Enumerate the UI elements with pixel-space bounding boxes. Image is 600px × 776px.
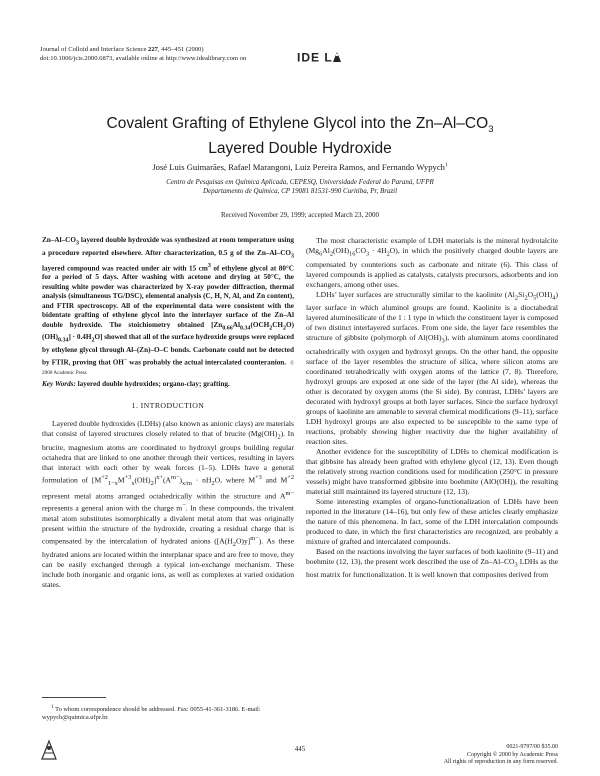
footnote-divider [42,697,106,698]
authors: José Luis Guimarães, Rafael Marangoni, Luiz Pereira Ramos, and Fernando Wypych$^1$ [152,162,448,172]
body-paragraph: The most characteristic example of LDH materials is the mineral hydrotalcite $(Mg_6Al_2(OH)_{16}CO_3 \cdot 4H_2O)$, in which the positively charged double layers are compensated by counterions such as carbonate and nitrate (6). This class of layered compounds is applied as catalysts, catalysts precursors, adsorbents and ion exchangers, among other uses. [306,236,558,289]
journal-citation: Journal of Colloid and Interface Science 227, 445–451 (2000) [40,46,204,53]
copyright-footer: 0021-9797/00 $35.00 Copyright © 2000 by Academic Press All rights of reproduction in any form reserved. [443,744,558,766]
affiliation: Centro de Pesquisas em Química Aplicada, CEPESQ, Universidade Federal do Paraná, UFPR Departamento de Química, CP 19081 81531-990 Curitiba, Pr, Brazil [166,178,434,195]
left-column [42,236,294,590]
body-paragraph: LDHs’ layer surfaces are structurally similar to the kaolinite $(Al_2Si_2O_5(OH)_4)$ layer surface in which aluminol groups are found. Kaolinite is a dioctahedral layered aluminosilicate of the 1 : 1 type in which the constituent layer is composed of two distinct interlayered surfaces. From one side, the layer face resembles the structure of gibbsite (polymorph of $Al(OH)_3$), with aluminum atoms coordinated octahedrically with oxygen and hydroxyl groups. On the other hand, the opposite surface of the layer resembles the structure of silica, where silicon atoms are coordinated tetrahedrically with oxygen atoms of the lattice (7, 8). Therefore, hydroxyl groups are exposed at one side of the layer (the Al side), whereas the other is decorated by oxygen atoms (the Si side). By contrast, LDHs’ layers are decorated with hydroxyl groups at both layer surfaces. Since the surface hydroxyl groups of kaolinite are amenable to several chemical modifications (9–11), surface LDH hydroxyl groups are also expected to be susceptible to the same type of reactions, probably showing higher reactivity due the higher availability of reaction sites. [306,289,558,446]
page-number: 445 [294,745,306,753]
body-paragraph: Based on the reactions involving the layer surfaces of both kaolinite (9–11) and boehmite (12, 13), the present work described the use of $Zn-Al-CO_3$ LDHs as the host matrix for functionalization. It is well known that composites derived from [306,546,558,580]
title-line-2: Layered Double Hydroxide [208,140,392,158]
intro-paragraph: Layered double hydroxides (LDHs) (also known as anionic clays) are materials that consist of layered structures closely related to that of brucite $(Mg(OH)_2)$. In brucite, magnesium atoms are coordinated to hydroxyl groups building regular octahedra that are linked to one another through their vertices, resulting in layers that interact with each other by weak forces (1–5). LDHs have a general formulation of $[M^{+2}_{1-x}M^{+3}_x(OH)_2]^{x+}(A^{m-})_{x/m} \cdot nH_2O$, where $M^{+3}$ and $M^{+2}$ represent metal atoms arranged octahedrically within the structure and $A^{m-}$ represents a general anion with the charge m−. In these compounds, the trivalent metal atom substitutes isomorphically a divalent metal atom that was originally present within the structure of the hydroxide, creating a residual charge that is compensated by the intercalation of hydrated anions $([A(H_2O)y]^{m-})$. As these hydrated anions are located within the interplanar space and are free to move, they can be easily exchanged through a typical ion-exchange mechanism. These include both inorganic and organic ions, as well as complexes at varied oxidation states. [42,419,295,589]
abstract: $Zn-Al-CO_3$ layered double hydroxide was synthesized at room temperature using a procedure reported elsewhere. After characterization, 0.5 g of the $Zn-Al-CO_3$ layered compound was reacted under air with 15 $cm^3$ of ethylene glycol at 80°C for a period of 5 days. After washing with acetone and drying at 50°C, the resulting white powder was characterized by X-ray powder diffraction, thermal analysis (simultaneous TG/DSC), elemental analysis (C, H, N, Al, and Zn content), and FTIR spectroscopy. All of the experimental data were consistent with the bidentate grafting of ethylene glycol into the interlayer surface of the Zn–Al double hydroxide. The stoichiometry obtained $[Zn_{0.66}Al_{0.34}(OCH_2CH_2O)(OH)_{0.34}] \cdot 0.4H_2O$] showed that all of the surface hydroxide groups were replaced by ethylene glycol through Al–(Zn)–O–C bonds. Carbonate could not be detected by FTIR, proving that OH− was probably the actual intercalated counteranion. © 2000 Academic Press [42,236,295,377]
body-paragraph: Another evidence for the susceptibility of LDHs to chemical modification is that gibbsite has already been grafted with ethylene glycol (12, 13). Even though the relatively strong reaction conditions used for modification (250°C in pressure vessels) might have transformed gibbsite into boehmite (AlO(OH)), the resulting material still maintained its layered structure (12, 13). [306,446,558,496]
body-paragraph: Some interesting examples of organo-functionalization of LDHs have been reported in the literature (14–16), but only few of these articles clearly emphasize the nature of this phenomena. In fact, some of the LDH intercalation compounds produced to date, in which the first characteristics are recognized, are probably a mixture of grafted and intercalated compounds. [306,496,558,546]
journal-header [40,46,246,63]
title-line-1: Covalent Grafting of Ethylene Glycol into the $Zn-Al-CO_3$ [106,115,494,136]
ideal-logo-icon [297,49,361,65]
right-column [306,236,558,580]
paper-title [40,114,560,158]
received-dates: Received November 29, 1999; accepted March 23, 2000 [220,211,380,219]
footnote: $^1$ To whom correspondence should be addressed. Fax: 0055-41-361-3186. E-mail: wypych@quimica.ufpr.br. [42,704,261,722]
keywords: Key Words: layered double hydroxides; organo-clay; grafting. [42,379,230,388]
svg-text:IDE L: IDE L [297,50,333,65]
section-heading-introduction: 1. INTRODUCTION [131,401,205,411]
journal-doi-line[interactable]: doi:10.1006/jcis.2000.6873, available online at http://www.idealibrary.com on [40,54,247,62]
